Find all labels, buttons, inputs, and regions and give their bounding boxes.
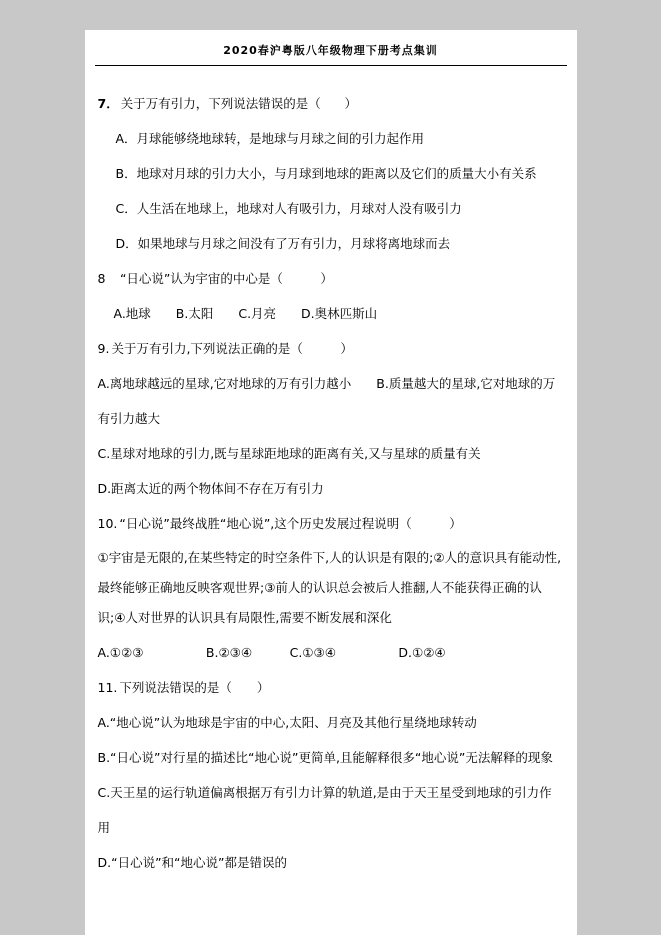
- question-7: [98, 86, 564, 261]
- question-8-stem: [98, 261, 564, 296]
- question-9-stem: [98, 331, 564, 366]
- question-11-option-d: D.“日心说”和“地心说”都是错误的: [97, 855, 288, 870]
- question-7-option-d: D．如果地球与月球之间没有了万有引力，月球将离地球而去: [115, 236, 451, 251]
- question-10-stem-text: “日心说”最终战胜“地心说”,这个历史发展过程说明（ ）: [119, 516, 462, 531]
- question-11-stem-text: 下列说法错误的是（ ）: [119, 680, 270, 695]
- question-7-stem-text: 关于万有引力，下列说法错误的是（ ）: [120, 96, 358, 111]
- document-page: [85, 30, 577, 935]
- question-10: [98, 506, 564, 670]
- question-8-number: 8: [97, 271, 106, 286]
- question-8: [98, 261, 564, 331]
- question-9-option-d: D.距离太近的两个物体间不存在万有引力: [97, 481, 324, 496]
- question-9-number: 9.: [97, 341, 110, 356]
- question-7-option-b: B．地球对月球的引力大小，与月球到地球的距离以及它们的质量大小有关系: [115, 166, 537, 181]
- question-10-options: A.①②③ B.②③④ C.①③④ D.①②④: [97, 645, 446, 660]
- question-7-option-c: C．人生活在地球上，地球对人有吸引力，月球对人没有吸引力: [115, 201, 462, 216]
- question-11-option-a: A.“地心说”认为地球是宇宙的中心,太阳、月亮及其他行星绕地球转动: [97, 715, 477, 730]
- question-10-number: 10.: [97, 516, 118, 531]
- question-8-options: A.地球 B.太阳 C.月亮 D.奥林匹斯山: [113, 306, 378, 321]
- question-9-stem-text: 关于万有引力,下列说法正确的是（ ）: [111, 341, 353, 356]
- question-7-option-a: A．月球能够绕地球转，是地球与月球之间的引力起作用: [115, 131, 425, 146]
- question-11-stem: [98, 670, 564, 705]
- document-header-title: 2020春沪粤版八年级物理下册考点集训: [223, 44, 438, 57]
- question-10-stem: [98, 506, 564, 541]
- question-7-stem: [98, 86, 564, 121]
- question-7-number: 7．: [97, 96, 119, 111]
- question-9: [98, 331, 564, 506]
- question-8-stem-text: “日心说”认为宇宙的中心是（ ）: [107, 271, 333, 286]
- header-divider: [95, 65, 567, 66]
- question-11-option-c: C.天王星的运行轨道偏离根据万有引力计算的轨道,是由于天王星受到地球的引力作用: [97, 785, 552, 835]
- question-10-statements: ①宇宙是无限的,在某些特定的时空条件下,人的认识是有限的;②人的意识具有能动性,最终能够正确地反映客观世界;③前人的认识总会被后人推翻,人不能获得正确的认识;④人对世界的认识具有局限性,需要不断发展和深化: [97, 550, 562, 625]
- question-9-option-c: C.星球对地球的引力,既与星球距地球的距离有关,又与星球的质量有关: [97, 446, 481, 461]
- question-11-number: 11.: [97, 680, 118, 695]
- question-9-options-ab: A.离地球越远的星球,它对地球的万有引力越小 B.质量越大的星球,它对地球的万有引力越大: [97, 376, 556, 426]
- document-content: [98, 86, 564, 880]
- question-11: [98, 670, 564, 880]
- question-11-option-b: B.“日心说”对行星的描述比“地心说”更简单,且能解释很多“地心说”无法解释的现象: [97, 750, 553, 765]
